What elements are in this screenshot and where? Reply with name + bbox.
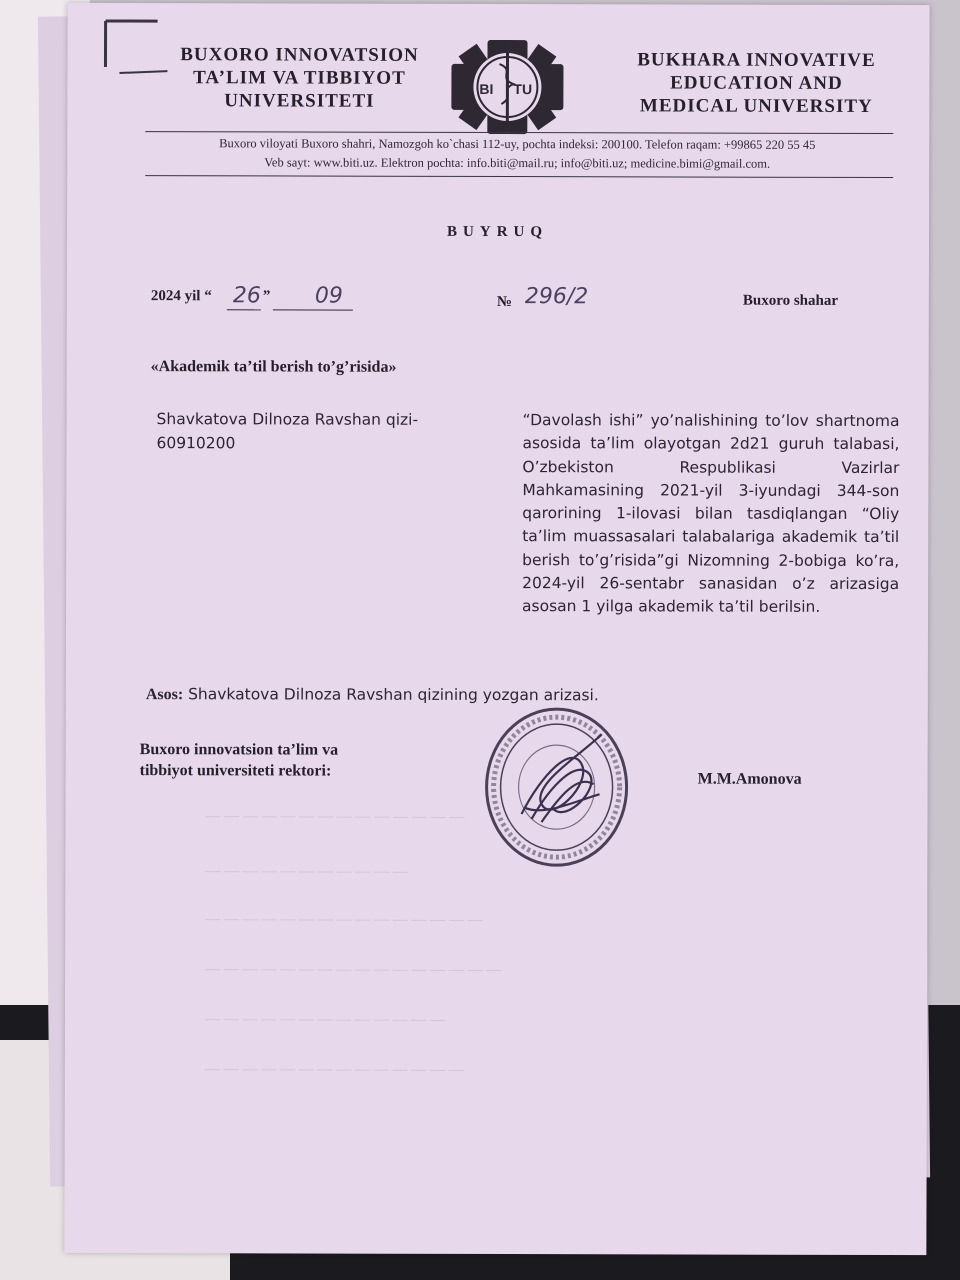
order-document: BUXORO INNOVATSION TA’LIM VA TIBBIYOT UNIVERSITETI BI TU BUKHARA INNOVATIVE EDUCATION AND MEDICAL UNIVERSITY Buxoro viloyati Buxoro shahri, Namozgoh ko`chasi 112-uy, pochta indeksi: 200100. Telefon raqam: +99865 220 55 45 Veb sayt: www.biti.uz. Elektron pochta: info.biti@mail.ru; info@biti.uz; medicine.bimi@gmail.com. BUYRUQ 2024 yil “ 26 ” 09 № 296/2 Buxoro shahar «Akademik ta’til berish to’g’risida» Shavkatova Dilnoza Ravshan qizi-60910200 “Davolash ishi” yo’nalishining to’lov shartnoma asosida ta’lim olayotgan 2d21 guruh talabasi, O’zbekiston Respublikasi Vazirlar Mahkamasining 2021-yil 3-iyundagi 344-son qarorining 1-ilovasi bilan tasdiqlangan “Oliy ta’lim muassasalari talabalariga akademik ta’til berish to’g’risida”gi Nizomning 2-bobiga ko’ra, 2024-yil 26-sentabr sanasidan o’z arizasiga asosan 1 yilga akademik ta’til berilsin. Asos: Shavkatova Dilnoza Ravshan qizining yozgan arizasi. Buxoro innovatsion ta’lim va tibbiyot universiteti rektori: M.M.Amonova — — — — — — — — — — — — — — — — — — — — — — — — — — — — — — — — — — — — — — — — — — — — — — — — — — — — — — — — — — — — — — — — — — — — — — — — — — — — — — — — — — — — [64, 3, 929, 1255]
header-rule-bottom — [145, 175, 893, 178]
basis-text: Shavkatova Dilnoza Ravshan qizining yozgan arizasi. — [183, 685, 599, 705]
signer-position: Buxoro innovatsion ta’lim va tibbiyot universiteti rektori: — [139, 741, 339, 780]
order-number: 296/2 — [524, 284, 589, 310]
date-month-underline — [273, 309, 353, 310]
basis-label: Asos: — [145, 686, 184, 704]
order-city: Buxoro shahar — [742, 292, 839, 309]
order-number-label: № — [496, 293, 512, 311]
address-line: Buxoro viloyati Buxoro shahri, Namozgoh ko`chasi 112-uy, pochta indeksi: 200100. Telefon raqam: +99865 220 55 45 — [219, 136, 816, 152]
university-logo-icon — [441, 38, 573, 136]
order-basis — [146, 685, 599, 705]
date-day: 26 — [232, 283, 261, 309]
order-title: BUYRUQ — [447, 223, 549, 241]
order-body: “Davolash ishi” yo’nalishining to’lov shartnoma asosida ta’lim olayotgan 2d21 guruh talabasi, O’zbekiston Respublikasi Vazirlar Mahkamasining 2021-yil 3-iyundagi 344-son qarorining 1-ilovasi bilan tasdiqlangan “Oliy ta’lim muassasalari talabalariga akademik ta’til berish to’g’risida”gi Nizomning 2-bobiga ko’ra, 2024-yil 26-sentabr sanasidan o’z arizasiga asosan 1 yilga akademik ta’til berilsin. — [522, 411, 900, 617]
logo-text-left: BI — [479, 80, 494, 97]
signer-name: M.M.Amonova — [697, 770, 802, 788]
date-day-underline — [227, 309, 261, 310]
date-month: 09 — [314, 283, 343, 309]
university-name-uz: BUXORO INNOVATSION TA’LIM VA TIBBIYOT UNIVERSITETI — [180, 44, 419, 112]
student-name: Shavkatova Dilnoza Ravshan qizi-60910200 — [156, 410, 419, 453]
university-name-en: BUKHARA INNOVATIVE EDUCATION AND MEDICAL UNIVERSITY — [637, 49, 876, 117]
date-year-label: 2024 yil “ — [150, 288, 212, 305]
logo-text-right: TU — [513, 81, 533, 98]
date-quote-close: ” — [262, 288, 271, 305]
contacts-line: Veb sayt: www.biti.uz. Elektron pochta: info.biti@mail.ru; info@biti.uz; medicine.bimi@gmail.com. — [264, 155, 771, 171]
official-seal-stamp — [481, 704, 631, 870]
order-subject: «Akademik ta’til berish to’g’risida» — [150, 358, 397, 376]
